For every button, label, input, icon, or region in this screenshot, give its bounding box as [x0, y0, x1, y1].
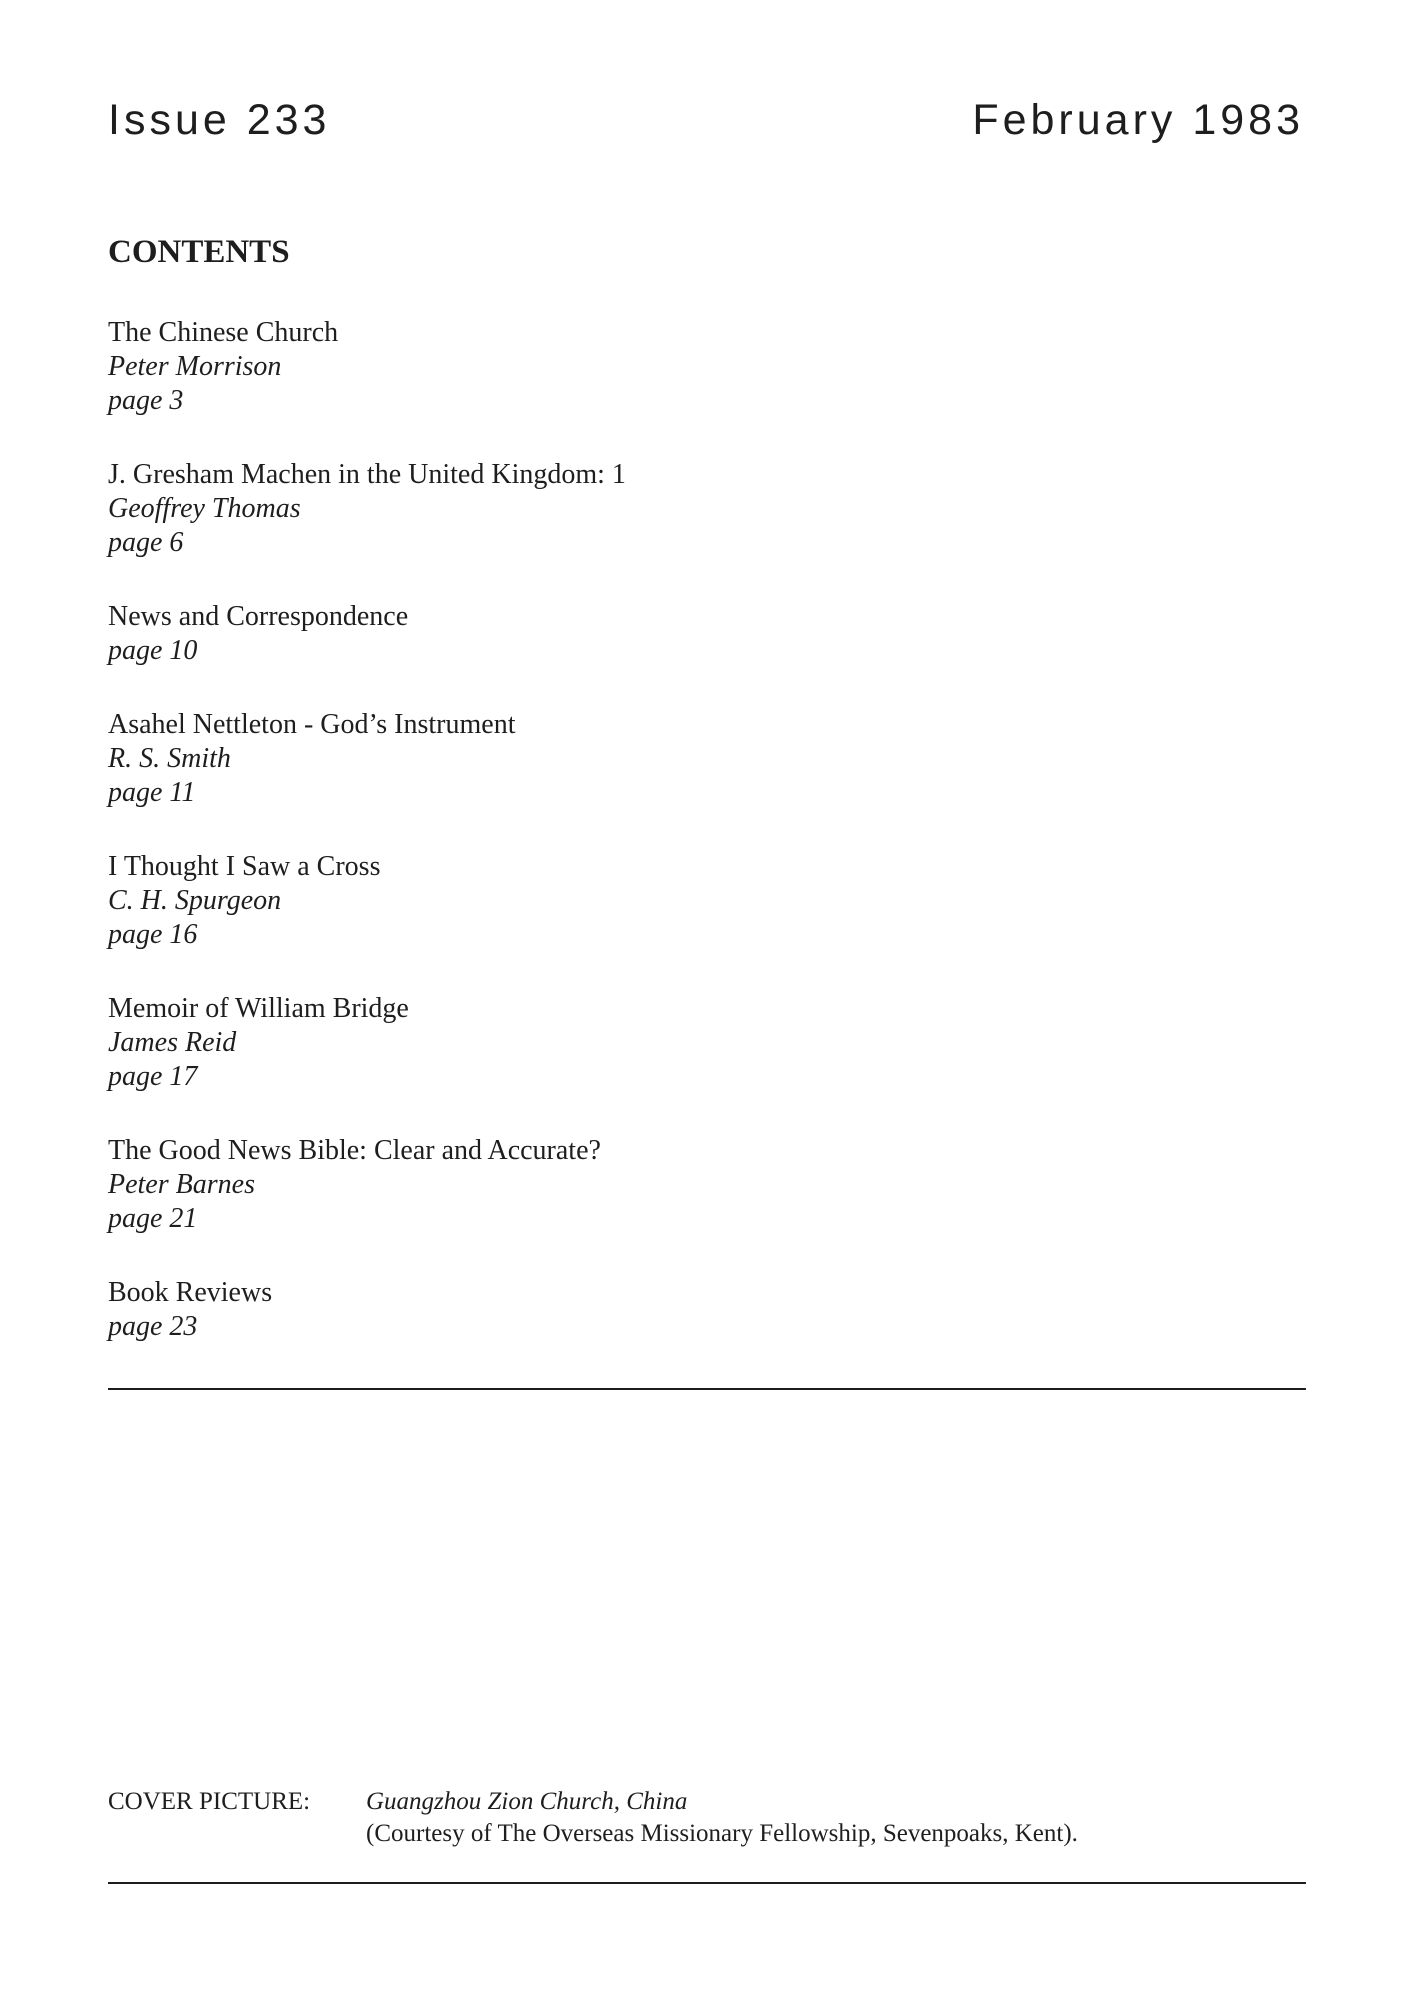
cover-label: COVER PICTURE: [108, 1788, 311, 1815]
entry-author: R. S. Smith [108, 743, 231, 774]
toc-entry [108, 458, 1304, 560]
entry-author: Peter Morrison [108, 351, 282, 382]
cover-caption: Guangzhou Zion Church, China [366, 1788, 688, 1815]
entry-page: page 16 [108, 919, 198, 950]
divider-bottom [108, 1882, 1306, 1884]
cover-credit: (Courtesy of The Overseas Missionary Fellowship, Sevenpoaks, Kent). [366, 1820, 1078, 1847]
table-of-contents [108, 316, 1304, 1384]
entry-title: The Chinese Church [108, 317, 339, 348]
toc-entry [108, 992, 1304, 1094]
toc-entry [108, 600, 1304, 668]
entry-page: page 3 [108, 385, 184, 416]
entry-title: Book Reviews [108, 1277, 273, 1308]
issue-number: Issue 233 [108, 96, 331, 144]
entry-title: The Good News Bible: Clear and Accurate? [108, 1135, 601, 1166]
entry-page: page 6 [108, 527, 184, 558]
entry-page: page 23 [108, 1311, 198, 1342]
toc-entry [108, 850, 1304, 952]
toc-entry [108, 316, 1304, 418]
toc-entry [108, 1276, 1304, 1344]
contents-heading: CONTENTS [108, 234, 290, 270]
issue-date: February 1983 [972, 96, 1304, 144]
entry-title: J. Gresham Machen in the United Kingdom: 1 [108, 459, 626, 490]
entry-title: News and Correspondence [108, 601, 409, 632]
entry-author: Peter Barnes [108, 1169, 255, 1200]
entry-title: Memoir of William Bridge [108, 993, 409, 1024]
page-header [108, 96, 1304, 156]
entry-title: Asahel Nettleton - God’s Instrument [108, 709, 516, 740]
toc-entry [108, 1134, 1304, 1236]
entry-author: C. H. Spurgeon [108, 885, 282, 916]
cover-details [366, 1786, 1078, 1850]
toc-entry [108, 708, 1304, 810]
entry-page: page 10 [108, 635, 198, 666]
entry-title: I Thought I Saw a Cross [108, 851, 381, 882]
entry-page: page 11 [108, 777, 196, 808]
entry-author: Geoffrey Thomas [108, 493, 301, 524]
entry-author: James Reid [108, 1027, 237, 1058]
entry-page: page 21 [108, 1203, 198, 1234]
entry-page: page 17 [108, 1061, 198, 1092]
divider-top [108, 1388, 1306, 1390]
